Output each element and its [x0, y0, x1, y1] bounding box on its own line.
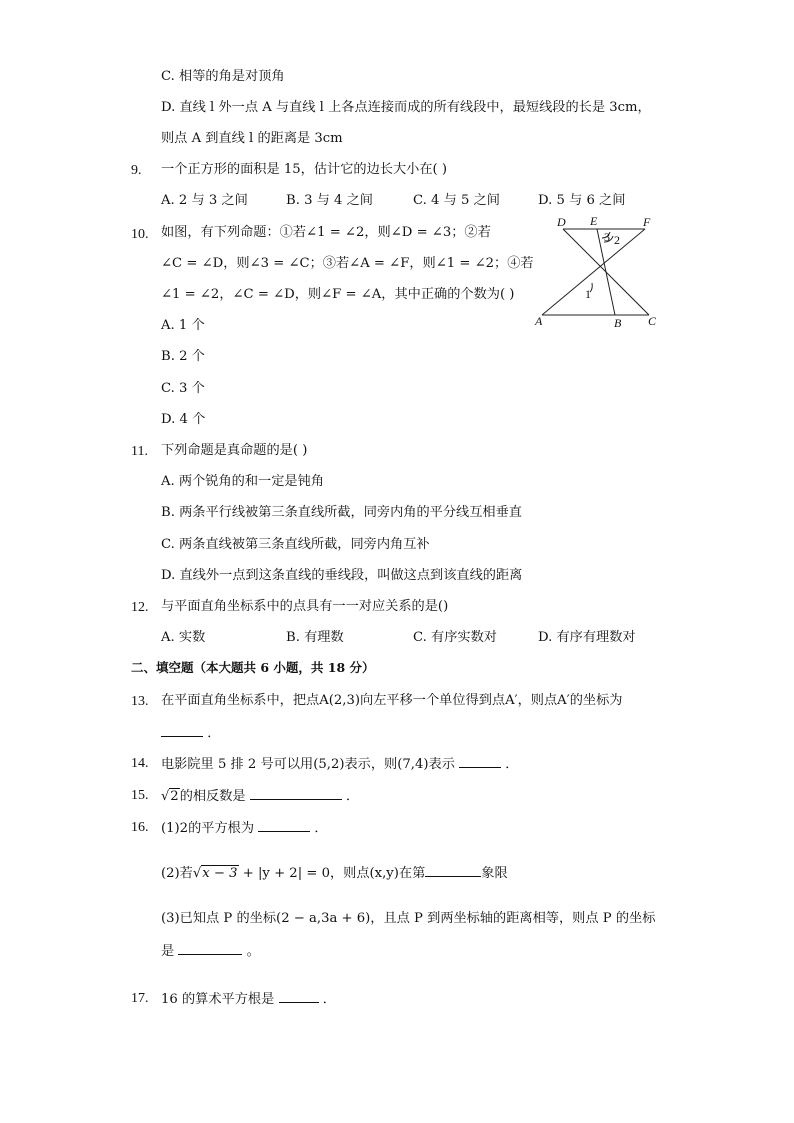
q16-number: 16. [131, 820, 149, 835]
q16-part1-blank[interactable] [258, 818, 310, 832]
q16-part3-blank[interactable] [178, 941, 242, 955]
q9-option-a: A. 2 与 3 之间 [161, 193, 248, 208]
q16-part2-radicand: x − 3 [202, 866, 238, 881]
label-F: F [643, 215, 651, 229]
q12-option-d: D. 有序有理数对 [538, 630, 636, 645]
q11-stem: 下列命题是真命题的是( ) [161, 443, 308, 458]
q13-answer-blank[interactable] [161, 723, 203, 737]
q16-part1 [161, 818, 328, 838]
label-angle-2: 2 [614, 233, 620, 247]
label-B: B [614, 316, 622, 330]
q12-number: 12. [131, 600, 149, 615]
q12-stem: 与平面直角坐标系中的点具有一一对应关系的是() [161, 599, 449, 614]
q15-stem: 的相反数是 [179, 789, 246, 804]
q11-number: 11. [131, 444, 148, 459]
label-angle-3: 3 [604, 230, 610, 244]
q15-radicand: 2 [170, 789, 179, 804]
q15-sqrt [161, 788, 180, 806]
q14-line [161, 754, 518, 774]
q9-option-c: C. 4 与 5 之间 [413, 193, 500, 208]
q16-part2-sqrt [193, 865, 239, 881]
q16-part3-line2 [161, 941, 260, 961]
q17-line [161, 989, 336, 1009]
label-D: D [557, 215, 566, 229]
q14-end: ． [505, 757, 519, 772]
q11-option-d: D. 直线外一点到这条直线的垂线段，叫做这点到该直线的距离 [161, 568, 523, 583]
q13-stem-line1: 在平面直角坐标系中，把点A(2,3)向左平移一个单位得到点A′，则点A′的坐标为 [161, 693, 623, 708]
q16-part3-line1: (3)已知点 P 的坐标(2 − a,3a + 6)，且点 P 到两坐标轴的距离相等，则点 P 的坐标 [161, 911, 656, 926]
q13-answer-line [161, 723, 220, 743]
sqrt-sign-icon: √ [192, 866, 202, 881]
q16-part1-stem: (1)2的平方根为 [161, 821, 255, 836]
q9-option-b: B. 3 与 4 之间 [286, 193, 373, 208]
q16-part2-mid: + |y + 2| = 0，则点(x,y)在第 [238, 866, 426, 881]
q17-number: 17. [131, 991, 149, 1006]
q10-stem-line2: ∠C = ∠D，则∠3 = ∠C；③若∠A = ∠F，则∠1 = ∠2；④若 [161, 256, 534, 271]
q16-part3-end: 。 [246, 944, 260, 959]
q16-part2-blank[interactable] [425, 863, 481, 877]
q16-part2-end: 象限 [481, 866, 508, 881]
sqrt-sign-icon: √ [161, 789, 170, 804]
q15-number: 15. [131, 788, 149, 803]
q14-stem: 电影院里 5 排 2 号可以用(5,2)表示，则(7,4)表示 [161, 757, 455, 772]
q10-option-b: B. 2 个 [161, 349, 205, 364]
q15-answer-blank[interactable] [250, 786, 342, 800]
q16-part2-pre: (2)若 [161, 866, 193, 881]
q12-option-c: C. 有序实数对 [413, 630, 497, 645]
q11-option-b: B. 两条平行线被第三条直线所截，同旁内角的平分线互相垂直 [161, 505, 522, 520]
q10-number: 10. [131, 227, 149, 242]
q15-end: ． [346, 789, 360, 804]
q14-answer-blank[interactable] [459, 754, 501, 768]
q8-option-d-line2: 则点 A 到直线 l 的距离是 3cm [161, 131, 343, 146]
q16-part2 [161, 863, 508, 883]
label-E: E [590, 214, 598, 228]
q8-option-c: C. 相等的角是对顶角 [161, 69, 285, 84]
q10-option-d: D. 4 个 [161, 412, 206, 427]
q12-option-b: B. 有理数 [286, 630, 344, 645]
q16-part1-end: ． [314, 821, 328, 836]
q13-end: ． [207, 726, 221, 741]
q14-number: 14. [131, 756, 149, 771]
q17-answer-blank[interactable] [279, 989, 319, 1003]
q9-stem: 一个正方形的面积是 15，估计它的边长大小在( ) [161, 162, 448, 177]
label-A: A [535, 314, 543, 328]
label-C: C [648, 314, 657, 328]
q10-option-a: A. 1 个 [161, 318, 205, 333]
q8-option-d-line1: D. 直线 l 外一点 A 与直线 l 上各点连接而成的所有线段中，最短线段的长是 3cm， [161, 100, 651, 115]
q10-option-c: C. 3 个 [161, 381, 205, 396]
q16-part3-stem: 是 [161, 944, 175, 959]
q9-option-d: D. 5 与 6 之间 [538, 193, 626, 208]
q15-line [161, 786, 359, 806]
q12-option-a: A. 实数 [161, 630, 206, 645]
q17-stem: 16 的算术平方根是 [161, 992, 275, 1007]
q17-end: ． [322, 992, 336, 1007]
q11-option-c: C. 两条直线被第三条直线所截，同旁内角互补 [161, 537, 430, 552]
q13-number: 13. [131, 694, 149, 709]
q10-stem-line1: 如图，有下列命题：①若∠1 = ∠2，则∠D = ∠3；②若 [161, 225, 491, 240]
q10-stem-line3: ∠1 = ∠2，∠C = ∠D，则∠F = ∠A，其中正确的个数为( ) [161, 287, 515, 302]
label-angle-1: 1 [585, 287, 591, 301]
q11-option-a: A. 两个锐角的和一定是钝角 [161, 474, 324, 489]
section-2-heading: 二、填空题（本大题共 6 小题，共 18 分） [131, 660, 375, 675]
q10-geometry-figure [530, 212, 670, 334]
q9-number: 9. [131, 163, 142, 178]
line-AF [542, 229, 645, 315]
